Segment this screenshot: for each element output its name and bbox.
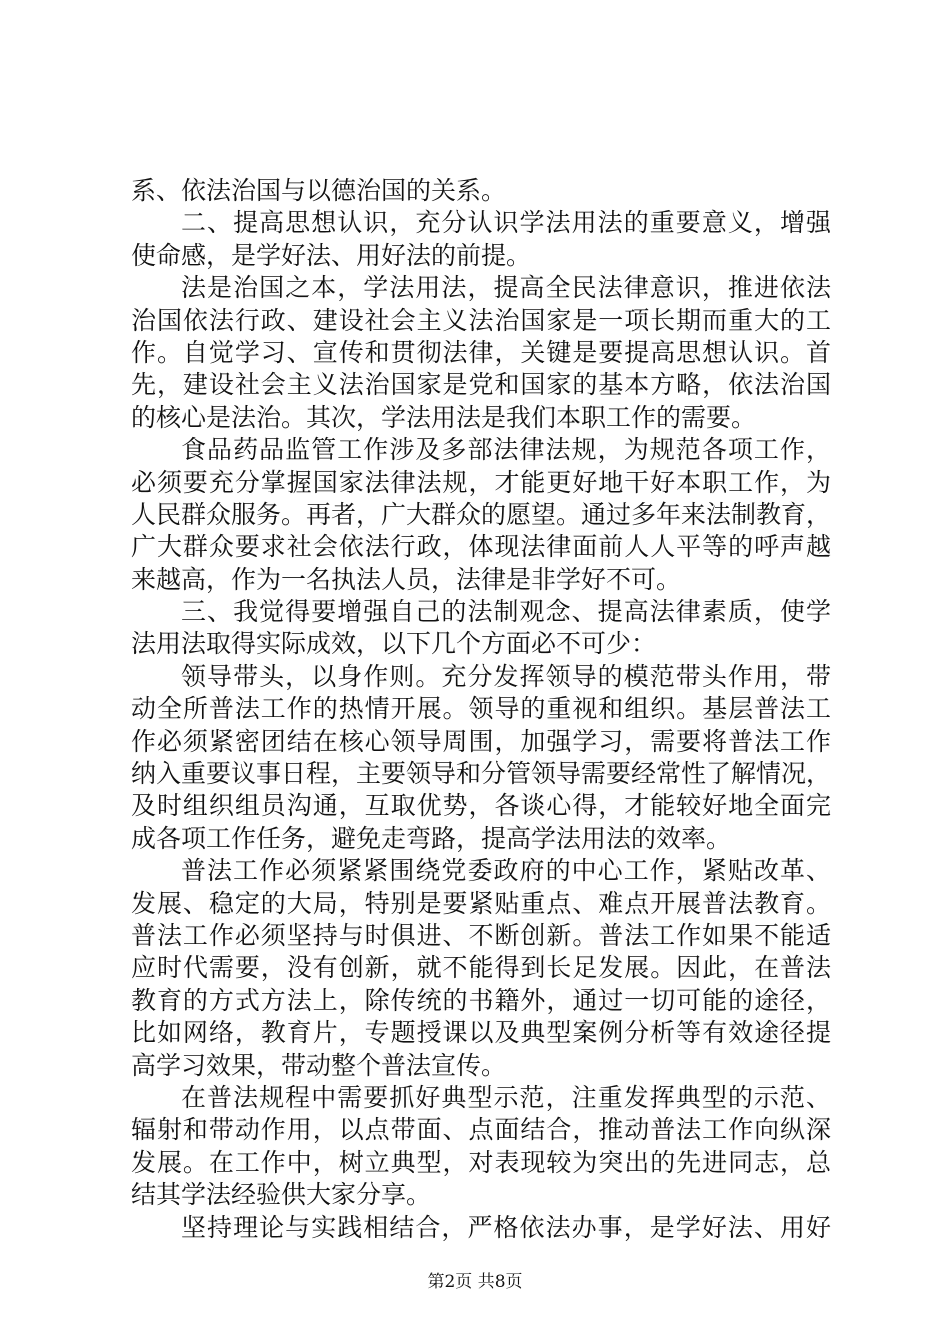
text-line: 发展。在工作中，树立典型，对表现较为突出的先进同志，总 bbox=[131, 1147, 831, 1177]
text-line: 必须要充分掌握国家法律法规，才能更好地干好本职工作，为 bbox=[131, 467, 831, 497]
document-body bbox=[131, 175, 831, 1244]
text-line: 的核心是法治。其次，学法用法是我们本职工作的需要。 bbox=[131, 402, 757, 432]
text-line: 在普法规程中需要抓好典型示范，注重发挥典型的示范、 bbox=[181, 1082, 831, 1112]
text-line: 法是治国之本，学法用法，提高全民法律意识，推进依法 bbox=[181, 273, 831, 303]
text-line: 普法工作必须坚持与时俱进、不断创新。普法工作如果不能适 bbox=[131, 920, 831, 950]
text-line: 高学习效果，带动整个普法宣传。 bbox=[131, 1050, 507, 1080]
text-line: 人民群众服务。再者，广大群众的愿望。通过多年来法制教育， bbox=[131, 499, 832, 529]
text-line: 食品药品监管工作涉及多部法律法规，为规范各项工作， bbox=[181, 435, 831, 465]
text-line: 成各项工作任务，避免走弯路，提高学法用法的效率。 bbox=[131, 823, 732, 853]
text-line: 动全所普法工作的热情开展。领导的重视和组织。基层普法工 bbox=[131, 694, 831, 724]
text-line: 作必须紧密团结在核心领导周围，加强学习，需要将普法工作 bbox=[131, 726, 831, 756]
text-line: 坚持理论与实践相结合，严格依法办事，是学好法、用好 bbox=[181, 1212, 831, 1242]
text-line: 三、我觉得要增强自己的法制观念、提高法律素质，使学 bbox=[181, 597, 831, 627]
text-line: 发展、稳定的大局，特别是要紧贴重点、难点开展普法教育。 bbox=[131, 888, 831, 918]
text-line: 系、依法治国与以德治国的关系。 bbox=[131, 176, 507, 205]
text-line: 纳入重要议事日程，主要领导和分管领导需要经常性了解情况， bbox=[131, 759, 832, 789]
text-line: 比如网络，教育片，专题授课以及典型案例分析等有效途径提 bbox=[131, 1018, 831, 1048]
text-line: 广大群众要求社会依法行政，体现法律面前人人平等的呼声越 bbox=[131, 532, 831, 562]
text-line: 及时组织组员沟通，互取优势，各谈心得，才能较好地全面完 bbox=[131, 791, 831, 821]
text-line: 作。自觉学习、宣传和贯彻法律，关键是要提高思想认识。首 bbox=[131, 337, 831, 367]
page-footer: 第2页 共8页 bbox=[427, 1272, 523, 1292]
text-line: 使命感，是学好法、用好法的前提。 bbox=[131, 240, 532, 270]
text-line: 普法工作必须紧紧围绕党委政府的中心工作，紧贴改革、 bbox=[181, 856, 831, 886]
text-line: 应时代需要，没有创新，就不能得到长足发展。因此，在普法 bbox=[131, 953, 831, 983]
text-line: 结其学法经验供大家分享。 bbox=[131, 1180, 432, 1210]
text-line: 辐射和带动作用，以点带面、点面结合，推动普法工作向纵深 bbox=[131, 1115, 831, 1145]
text-line: 先，建设社会主义法治国家是党和国家的基本方略，依法治国 bbox=[131, 370, 831, 400]
text-line: 教育的方式方法上，除传统的书籍外，通过一切可能的途径， bbox=[131, 985, 831, 1015]
text-line: 法用法取得实际成效，以下几个方面必不可少： bbox=[131, 629, 657, 659]
text-line: 治国依法行政、建设社会主义法治国家是一项长期而重大的工 bbox=[131, 305, 831, 335]
text-line: 来越高，作为一名执法人员，法律是非学好不可。 bbox=[131, 564, 682, 594]
text-line: 领导带头，以身作则。充分发挥领导的模范带头作用，带 bbox=[181, 661, 831, 691]
text-line: 二、提高思想认识，充分认识学法用法的重要意义，增强 bbox=[181, 208, 831, 238]
